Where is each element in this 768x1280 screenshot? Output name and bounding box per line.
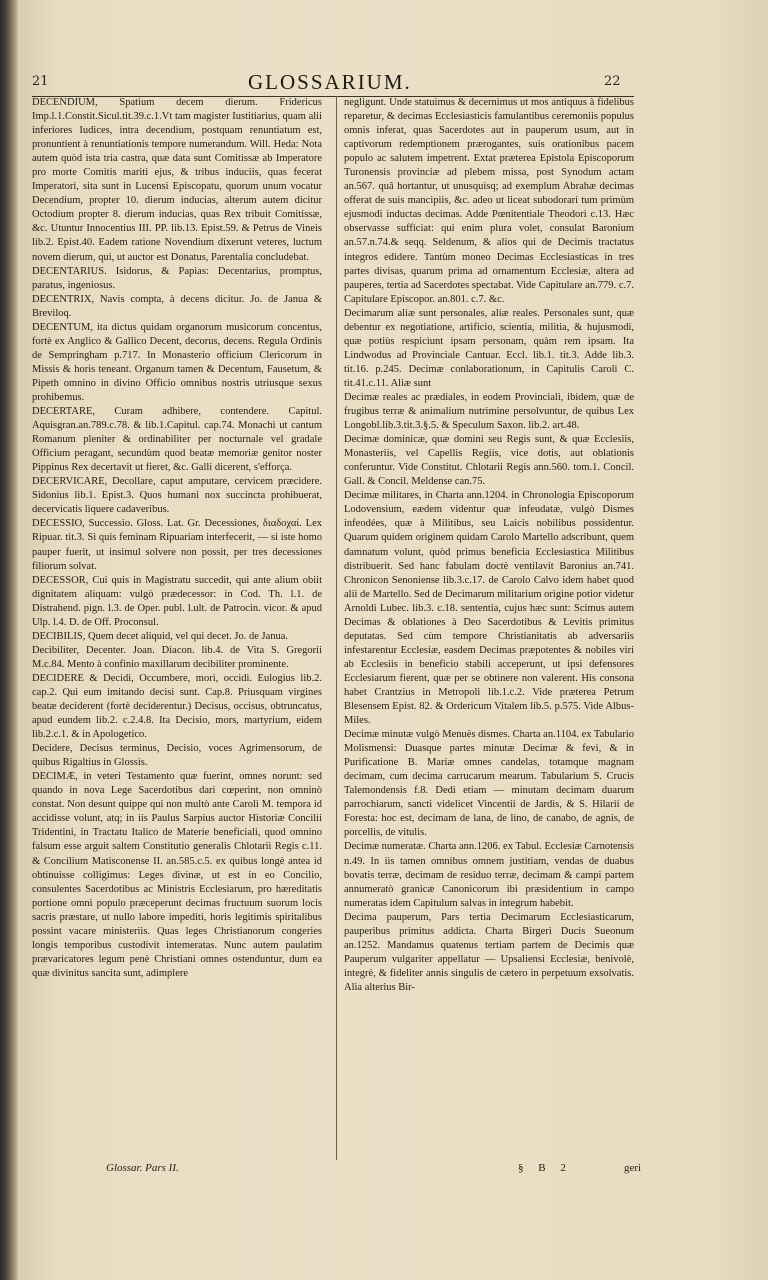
right-column [344, 96, 634, 1156]
page-header [18, 70, 768, 96]
running-title: GLOSSARIUM. [248, 70, 412, 94]
entry-decibilis: DECIBILIS, Quem decet aliquid, vel qui decet. Jo. de Janua. [32, 630, 289, 642]
entry-decentum: DECENTUM, ita dictus quidam organorum musicorum concentus, fortè ex Anglico & Gallico Decent, decorus, decens. Regula Ordinis de Sempringham p.717. In Monasterio officium Clericorum in Missis & horis teneant. Organum tamen & Decentum, Fausetum, & Pipeth omnino in divino Officio omnibus nostris utriusque sexus prohibemus. [32, 321, 322, 403]
entry-decessor: DECESSOR, Cui quis in Magistratu succedit, qui ante alium obiit dignitatem aliquam: vulgò prædecessor: in Cod. Th. l.1. de Distrahend. pign. l.3. de Oper. publ. l.ult. de Patrocin. vicor. & apud Ulp. l.4. D. de Off. Proconsul. [32, 574, 322, 628]
entry-decessio: DECESSIO, Successio. Gloss. Lat. Gr. Decessiones, διαδοχαί. Lex Ripuar. tit.3. Si quis feminam Ripuariam interfecerit, — si iste homo pauper fuerit, ut insimul solvere non possit, per tres decessiones filiorum solvat. [32, 518, 322, 572]
entry-decimae-personales: Decimarum aliæ sunt personales, aliæ reales. Personales sunt, quæ debentur ex negotiatione, artificio, scientia, militia, & hujusmodi, quæ potiùs respiciunt ipsam personam, quàm rem ipsam. Ita Lindwodus ad Provinciale Cantuar. Eccl. lib.1. tit.3. Adde lib.3. tit.16. p.245. Decimæ conlaborationum, in Capitulis Caroli C. tit.41.c.11. Aliæ sunt [344, 307, 634, 389]
entry-decimae-dominicae: Decimæ dominicæ, quæ domini seu Regis sunt, & quæ Ecclesiis, Monasteriis, vel Capellis Regiis, vice dotis, aut oblationis conferuntur. Vide Constitut. Chlotarii Regis ann.560. tom.1. Concil. Gall. & Concil. Meldense can.75. [344, 434, 634, 488]
book-binding-gutter [0, 0, 18, 1280]
entry-decentrix: DECENTRIX, Navis compta, à decens dicitur. Jo. de Janua & Breviloq. [32, 293, 322, 319]
entry-decimae-reales: Decimæ reales ac prædiales, in eodem Provinciali, ibidem, quæ de frugibus terræ & animalium nutrimine persolvuntur, de quibus Lex Longobl.lib.3.tit.3.§.5. & Speculum Saxon. lib.2. art.48. [344, 391, 634, 432]
book-page [18, 0, 768, 1280]
entry-decertare: DECERTARE, Curam adhibere, contendere. Capitul. Aquisgran.an.789.c.78. & lib.1.Capitul. cap.74. Monachi ut cantum Romanum pleniter & ordinabiliter per nocturnale vel gradale Officium peragant, secundùm quod beatæ memoriæ genitor noster Pippinus Rex decertavit ut fieret, &c. Galli dicerent, s'efforça. [32, 406, 322, 474]
entry-decidere: DECIDERE & Decidi, Occumbere, mori, occidi. Eulogius lib.2. cap.2. Qui eum imitando decisi sunt. Cap.8. Priusquam virgines beatæ deciderent (fortè deciderentur.) Decisus, occisus, obtruncatus, apud eundem lib.2. c.2.4.8. Ita Decisio, mors, martyrium, eidem lib.2.c.1. & in Apologetico. [32, 672, 322, 741]
entry-decimae: DECIMÆ, in veteri Testamento quæ fuerint, omnes norunt: sed quando in nova Lege Sacerdotibus dari cœperint, non omninò constat. Non desunt quippe qui non multò ante Caroli M. tempora id accidisse volunt, atq; in iis Paulus Sarpius auctor Historiæ Concilii Tridentini, in Tractatu Italico de Materie beneficiali, quod omnino falsum esse arguit saltem Constitutio generalis Chlotarii Regis c.11. & Concilium Matisconense II. an.585.c.5. ex quibus longè antea id obtinuisse colligimus: Leges divinæ, ut est in eo Concilio, consulentes Sacerdotibus ac Ministris Ecclesiarum, pro hæreditatis portione omni populo præceperunt decimas fructuum suorum locis sacris præstare, ut nullo labore impediti, horis legitimis spiritalibus possint vacare ministeriis. Quas leges Christianorum congeries longis temporibus custodivit intemeratas. Nunc autem paulatim prævaricatores legum penè Christiani omnes ostenduntur, dum ea quæ divinitus sancita sunt, adimplere [32, 771, 322, 979]
entry-decervicare: DECERVICARE, Decollare, caput amputare, cervicem præcidere. Sidonius lib.1. Epist.3. Quos humani nox succincta prohibuerat, decervicatis liquere cadaveribus. [32, 476, 322, 516]
catchword: geri [624, 1162, 642, 1174]
entry-decima-pauperum: Decima pauperum, Pars tertia Decimarum Ecclesiasticarum, pauperibus primitus addicta. Charta Birgeri Ducis Sueonum an.1252. Mandamus quatenus tertiam partem de Decimis quæ Pauperum vulgariter appellatur — Upsaliensi Ecclesiæ, benivolè, integrè, & fideliter annis singulis de cætero in perpetuum exsolvatis. Alia alterius Bir- [344, 911, 634, 993]
entry-decimae-numeratae: Decimæ numeratæ. Charta ann.1206. ex Tabul. Ecclesiæ Carnotensis n.49. In iis tamen omnibus omnem justitiam, vendas de duabus bovatis terræ, decimam de residuo terræ, decimam & campi partem annumeratò granicæ Canonicorum ibi præsidentium in campo numeratas idem Capitulum salvas in integrum habebit. [344, 841, 634, 909]
signature-mark: § B 2 [518, 1162, 572, 1174]
page-footer [32, 1162, 642, 1180]
entry-decidere-agrimensorum: Decidere, Decisus terminus, Decisio, voces Agrimensorum, de quibus Rigaltius in Glossis. [32, 743, 322, 769]
entry-decentarius: DECENTARIUS. Isidorus, & Papias: Decentarius, promptus, paratus, ingeniosus. [32, 265, 322, 291]
page-number-right: 22 [604, 74, 621, 89]
entry-decimae-continued: negligunt. Unde statuimus & decernimus ut mos antiquus à fidelibus reparetur, & decimas Ecclesiasticis famulantibus ceremoniis populus omnis inferat, quas Sacerdotes aut in pauperum usum, aut in captivorum redemptionem prærogantes, suis orationibus pacem populo ac salutem impetrent. Extat præterea Epistola Episcoporum Turonensis provinciæ ad plebem missa, post Synodum actam an.567. quâ hortantur, ut unusquisq; ad exemplum Abrahæ decimas offerat de suis mancipiis, &c. adeo ut liceat subodorari tum primùm ejusmodi inductas decimas. Adde Pœnitentiale Theodori c.13. Hæc observasse sufficiat: qui enim plura volet, consulat Baronium an.57.n.74.& seqq. Seldenum, & alios qui de Decimis tractatus integros ediderе. Tantùm moneo Decimas Ecclesiasticas in tres partes divisas, quarum prima ad ornamentum Ecclesiæ, altera ad pauperes, tertia ad Sacerdotes spectabat. Vide Capitulare an.779. c.7. Capitulare Episcopor. an.801. c.7. &c. [344, 97, 634, 305]
entry-decimae-militares: Decimæ militares, in Charta ann.1204. in Chronologia Episcoporum Lodovensium, eædem videntur quæ infeudatæ, vulgò Dismes infeodées, quæ à Militibus, seu Laicis nobilibus possidentur. Quarum quidem originem quidam Carolo Martello adscribunt, quem damnatum volunt, quòd primus beneficia Ecclesiastica Militibus distribuerit. Sed hanc fabulam doctè ventilavit Baronius an.741. Chronicon Senoniense lib.3.c.17. de Carolo Calvo idem habet quod alii de Martello. Sed de Decimarum militarium origine potior videtur Arnoldi Lubec. lib.3. c.18. sententia, cujus hæc sunt: Scimus autem Decimas & oblationes à Deo Sacerdotibus & Levitis primitus deputatas. Sed cùm tempore Christianitatis ab adversariis infestarentur Ecclesiæ, easdem Decimas præpotentes & nobiles viri ab Ecclesiis in beneficio stabili acceperunt, ut ipsi defensores Ecclesiarum fierent, quæ per se obtinere non valerent. His consona habet Crantzius in Metropoli lib.1.c.2. Vide præterea Petrum Blesensem Epist. 82. & Ordericum Vitalem lib.5. p.575. Vide Albus-Miles. [344, 490, 634, 727]
column-divider [336, 96, 337, 1160]
page-number-left: 21 [32, 74, 49, 89]
entry-decendium: DECENDIUM, Spatium decem dierum. Fridericus Imp.l.1.Constit.Sicul.tit.39.c.1.Vt tam magister Iustitiarius, quam alii inferiores Iudices, intra decendium, postquam renuntiatum est, pronuntient à renuntiationis tempore numerandum. Will. Heda: Nota autem quòd ista tria castra, quæ data sunt Comitissæ ab Imperatore pro morte Comitis mariti ejus, & tribus induciis, quas fecerat Imperatori, sita sunt in Lucensi Episcopatu, quorum unum vocatur Decendium, propter 10. dierum inducias, alterum autem dicitur Octodium propter 8. dierum inducias, quas Rex tribuit Comitissæ, &c. Utuntur Innocentius III. PP. lib.13. Epist.59. & Petrus de Vineis lib.2. Epist.40. Eadem ratione Novendium dixerunt veteres, luctum novem dierum, qui, ut auctor est Donatus, Parentalia concludebat. [32, 97, 322, 263]
entry-decimae-minutae: Decimæ minutæ vulgò Menuës dismes. Charta an.1104. ex Tabulario Molismensi: Duasque partes minutæ Decimæ & fevi, & in Purificatione B. Mariæ omnes candelas, totamque magnam decimam, cum decima carrucarum mearum. Tabularium S. Crucis Talemondensis f.8. Dedi etiam — minutam decimam duarum parrochiarum, sancti videlicet Vincentii de Jardis, & S. Hilarii de Foresta: hoc est, decimam de lana, de lino, de canabo, de agnis, de porcellis, de vitulis. [344, 729, 634, 839]
left-column [32, 96, 322, 1156]
signature-line: Glossar. Pars II. [106, 1162, 179, 1174]
entry-decibiliter: Decibiliter, Decenter. Joan. Diacon. lib.4. de Vita S. Gregorii M.c.84. Mento à confinio maxillarum decibiliter prominente. [32, 644, 322, 670]
